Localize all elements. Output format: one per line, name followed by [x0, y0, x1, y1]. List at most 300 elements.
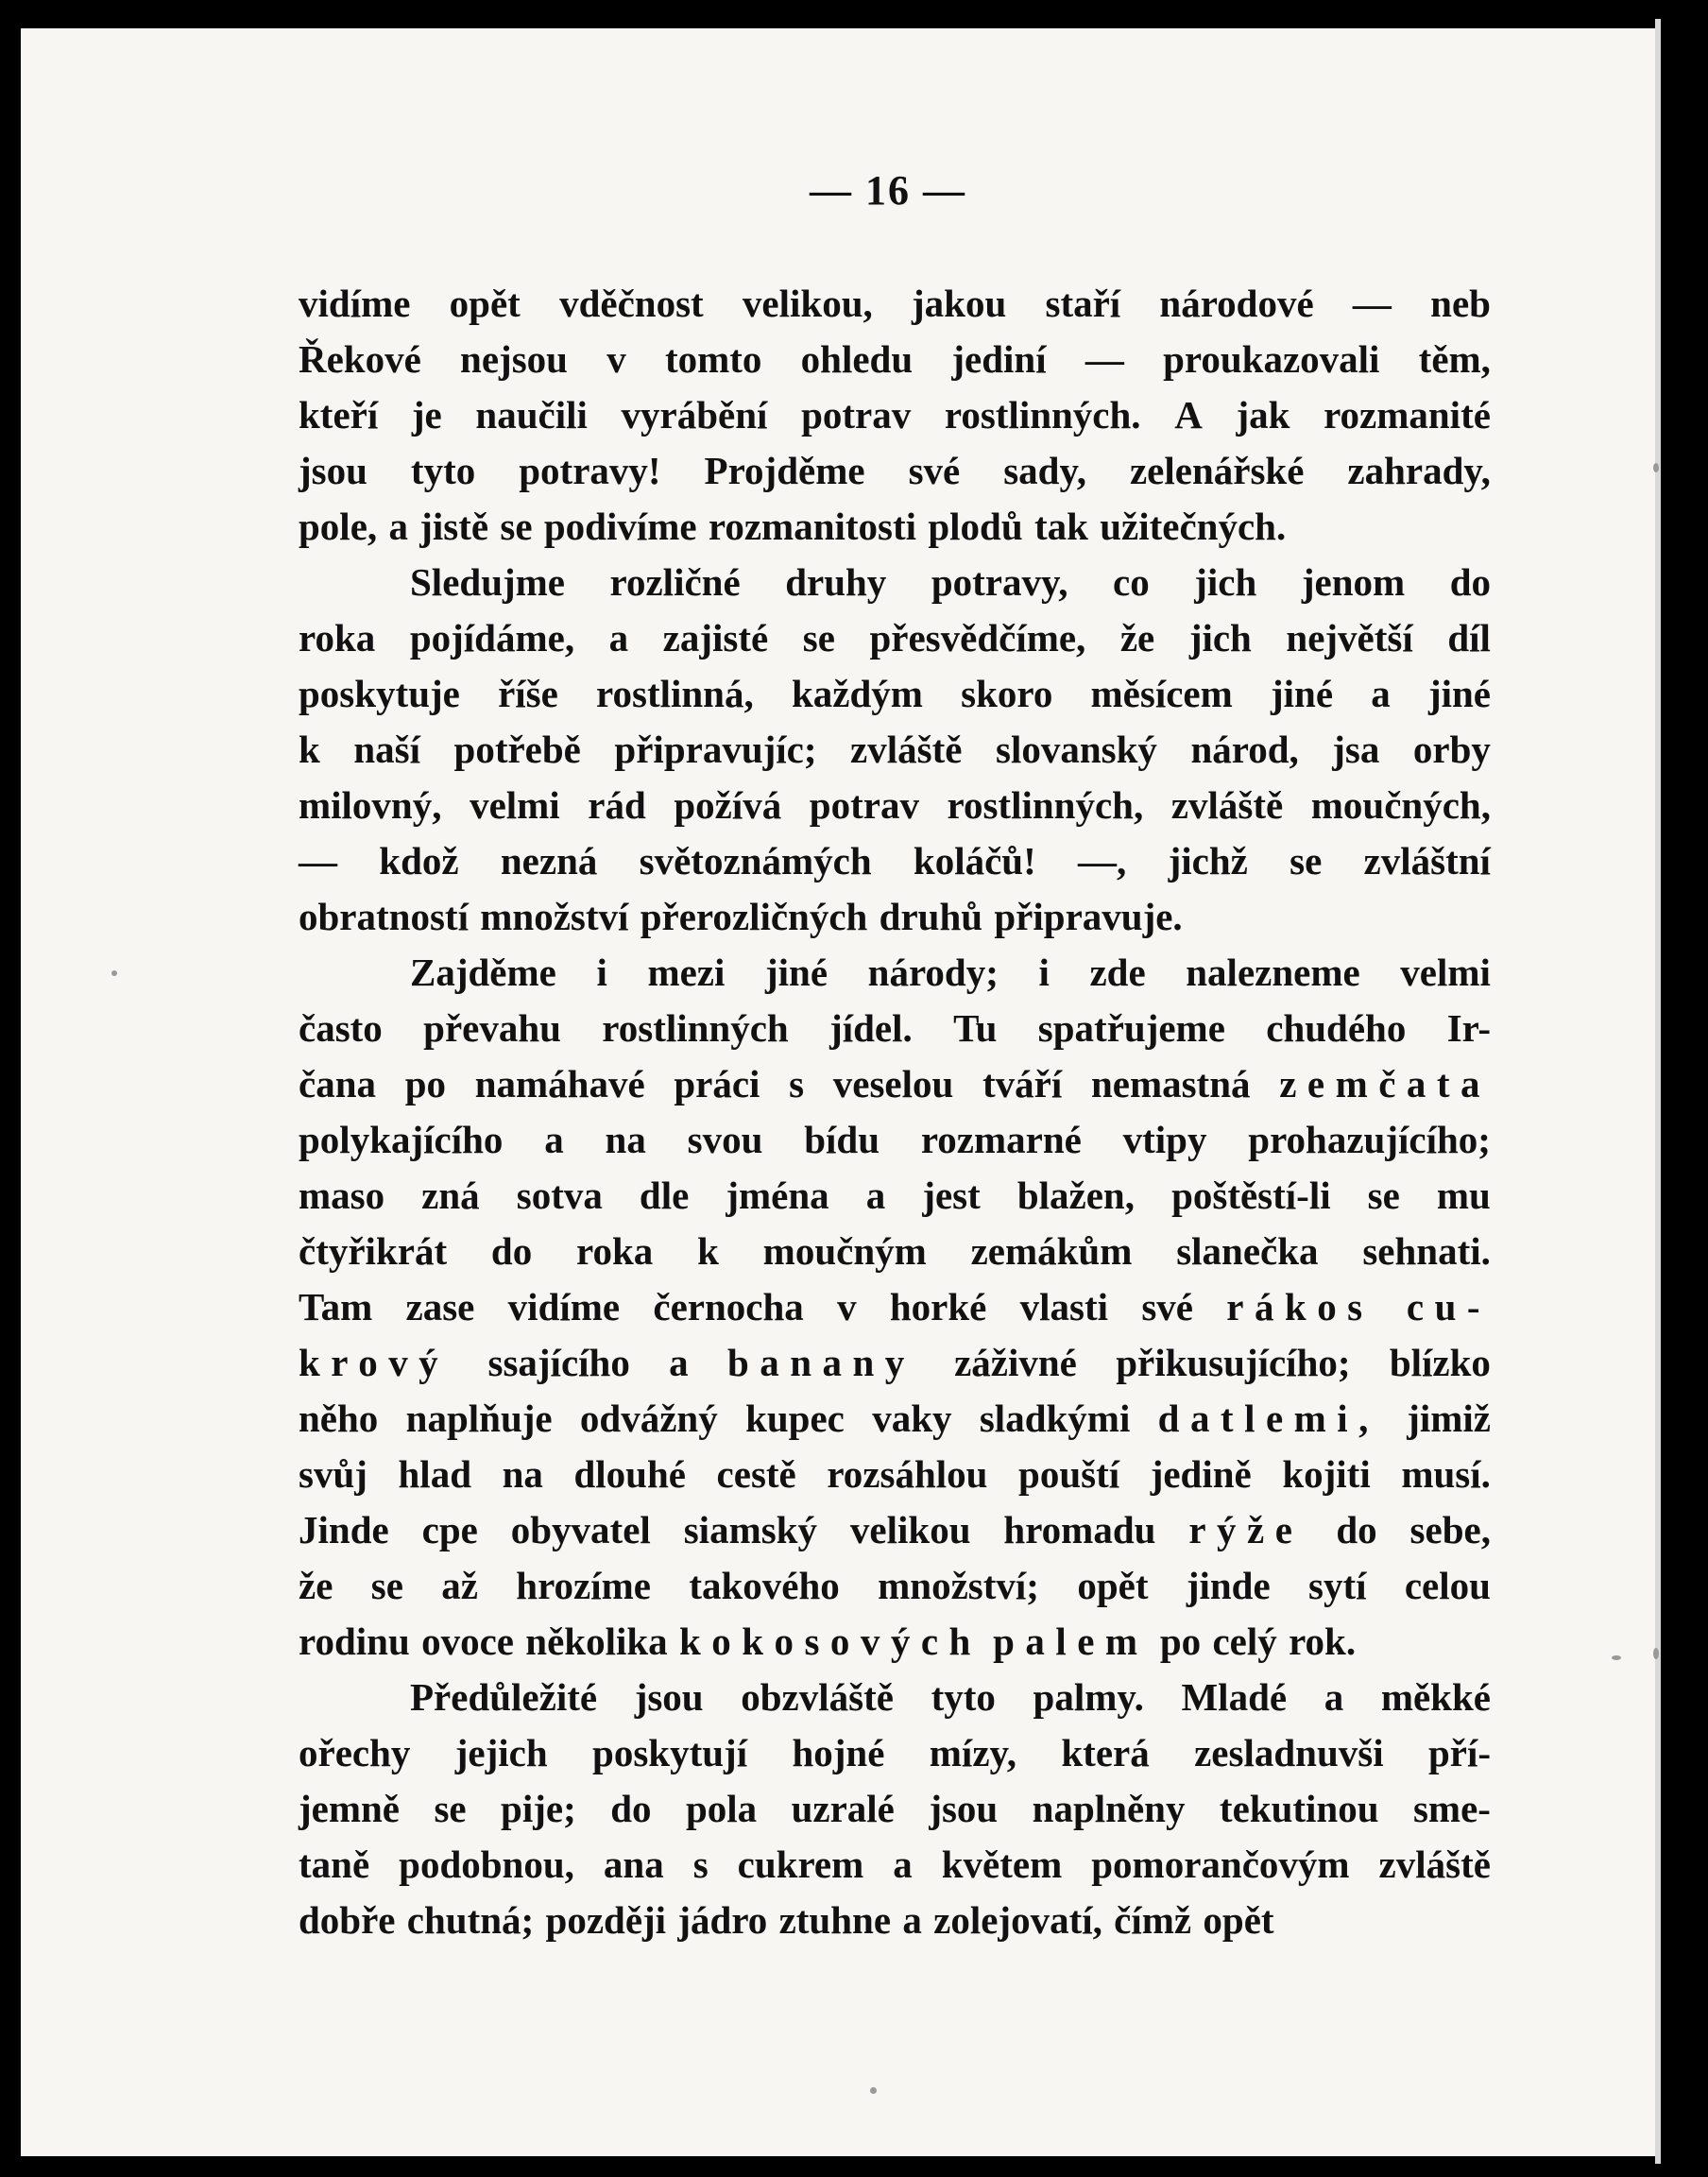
text-line [299, 1670, 1491, 1725]
word: nejsou [460, 337, 568, 381]
word: velmi [1400, 951, 1491, 994]
word: jiné [1270, 672, 1334, 715]
word: těm, [1418, 337, 1491, 381]
speck-mark [1653, 463, 1659, 472]
word: Zajděme [410, 951, 556, 994]
word: mezi [647, 951, 726, 994]
word: uzralé [791, 1787, 895, 1830]
word: — [299, 839, 337, 883]
word: druhů [879, 895, 983, 938]
word: mu [1436, 1174, 1491, 1217]
word: černocha [653, 1285, 804, 1328]
word: datlemi, [1157, 1397, 1379, 1440]
word: velikou, [742, 282, 873, 325]
word: i [596, 951, 607, 994]
word: opět [449, 282, 521, 325]
word: zemákům [970, 1229, 1133, 1273]
text-line [299, 1558, 1491, 1614]
word: vidíme [299, 282, 411, 325]
word: ovoce [421, 1620, 514, 1663]
text-line [299, 833, 1491, 889]
word: svůj [299, 1452, 367, 1496]
word: každým [791, 672, 923, 715]
word: celý [1212, 1620, 1277, 1663]
word: v [606, 337, 626, 381]
word: podobnou, [399, 1843, 574, 1886]
word: do [1449, 560, 1491, 604]
word: s [789, 1062, 805, 1106]
word: druhy [785, 560, 887, 604]
word: pola [685, 1787, 758, 1830]
word: své [908, 449, 961, 492]
word: něho [299, 1397, 379, 1440]
text-line [299, 499, 1491, 555]
word: se [434, 1787, 467, 1830]
word: veselou [832, 1062, 954, 1106]
text-line [299, 1001, 1491, 1056]
word: jsou [634, 1675, 704, 1719]
word: potřebě [453, 728, 581, 771]
word: Tam [299, 1285, 373, 1328]
word: palmy. [1033, 1675, 1144, 1719]
word: pojídáme, [409, 616, 575, 660]
word: rozmanité [1324, 393, 1491, 437]
word: nalezneme [1186, 951, 1360, 994]
word: bídu [804, 1118, 880, 1161]
word: národ, [1190, 728, 1299, 771]
word: se [1290, 839, 1323, 883]
word: polykajícího [299, 1118, 504, 1161]
word: mízy, [929, 1731, 1017, 1774]
word: a [608, 616, 629, 660]
word: rok. [1289, 1620, 1357, 1663]
word: jich [1188, 616, 1252, 660]
word: —, [1078, 839, 1127, 883]
word: naplněny [1032, 1787, 1186, 1830]
word: cestě [716, 1452, 796, 1496]
word: naší [353, 728, 420, 771]
word: a [865, 1174, 886, 1217]
word: do [1336, 1508, 1377, 1551]
word: vaky [872, 1397, 952, 1440]
word: že [1119, 616, 1155, 660]
word: jsa [1332, 728, 1380, 771]
word: jimiž [1407, 1397, 1491, 1440]
word: množství [480, 895, 629, 938]
word: nemastná [1090, 1062, 1251, 1106]
word: zesladnuvši [1194, 1731, 1384, 1774]
word: co [1113, 560, 1150, 604]
word: Mladé [1181, 1675, 1288, 1719]
word: Předůležité [410, 1675, 598, 1719]
text-line [299, 778, 1491, 833]
word: hlad [398, 1452, 471, 1496]
word: rozsáhlou [827, 1452, 988, 1496]
word: zde [1089, 951, 1146, 994]
word: a [1371, 672, 1391, 715]
word: maso [299, 1174, 385, 1217]
word: rostlinných [602, 1006, 789, 1050]
word: vtipy [1122, 1118, 1207, 1161]
word: čana [299, 1062, 376, 1106]
word: obratností [299, 895, 469, 938]
word: své [1141, 1285, 1193, 1328]
text-line [299, 276, 1491, 332]
text-line [299, 1893, 1491, 1948]
text-line [299, 722, 1491, 778]
word: kokosových [678, 1620, 982, 1663]
word: rozmanitosti [708, 505, 917, 548]
word: ana [603, 1843, 664, 1886]
text-line [299, 1447, 1491, 1502]
word: užitečných. [1100, 505, 1287, 548]
word: vlasti [1019, 1285, 1109, 1328]
word: zahrady, [1347, 449, 1491, 492]
word: pouští [1018, 1452, 1120, 1496]
word: po [404, 1062, 446, 1106]
word: se [370, 1564, 403, 1607]
word: milovný, [299, 783, 442, 827]
word: k [299, 728, 320, 771]
word: světoznámých [639, 839, 872, 883]
page-number: — 16 — [810, 167, 966, 214]
word: moučných, [1310, 783, 1491, 827]
word: poštěstí-li [1171, 1174, 1331, 1217]
text-line [299, 1837, 1491, 1893]
word: musí. [1401, 1452, 1491, 1496]
word: siamský [683, 1508, 817, 1551]
word: obzvláště [741, 1675, 894, 1719]
text-line [299, 555, 1491, 610]
word: zvláště [1170, 783, 1284, 827]
text-line [299, 1224, 1491, 1279]
text-line [299, 1112, 1491, 1168]
word: a [669, 1341, 689, 1384]
word: Jinde [299, 1508, 389, 1551]
text-line [299, 1279, 1491, 1335]
word: tak [1033, 505, 1088, 548]
word: zná [421, 1174, 480, 1217]
word: a [893, 1843, 913, 1886]
word: zajisté [662, 616, 769, 660]
word: — [1352, 282, 1392, 325]
word: kdož [379, 839, 459, 883]
word: spatřujeme [1037, 1006, 1225, 1050]
text-line [299, 889, 1491, 945]
text-line [299, 1056, 1491, 1112]
word: svou [687, 1118, 763, 1161]
word: tyto [410, 449, 476, 492]
word: a [388, 505, 408, 548]
word: sehnati. [1362, 1229, 1491, 1273]
word: dobře [299, 1898, 396, 1942]
word: zase [405, 1285, 475, 1328]
speck-mark [111, 970, 117, 976]
word: tváří [982, 1062, 1063, 1106]
word: dlouhé [573, 1452, 686, 1496]
word: pole, [299, 505, 378, 548]
word: chudého [1266, 1006, 1407, 1050]
text-line [299, 387, 1491, 443]
word: A [1174, 393, 1203, 437]
word: sladkými [979, 1397, 1131, 1440]
word: naučili [475, 393, 588, 437]
word: jedině [1150, 1452, 1252, 1496]
word: měkké [1380, 1675, 1491, 1719]
word: jediní [951, 337, 1047, 381]
word: hromadu [1003, 1508, 1156, 1551]
word: rozmarné [920, 1118, 1082, 1161]
word: prohazujícího; [1248, 1118, 1491, 1161]
word: zvláštní [1363, 839, 1491, 883]
word: a [544, 1118, 564, 1161]
word: rýže [1188, 1508, 1304, 1551]
word: jich [1194, 560, 1257, 604]
word: slovanský [995, 728, 1157, 771]
word: podivíme [543, 505, 697, 548]
word: na [605, 1118, 646, 1161]
word: kupec [745, 1397, 845, 1440]
word: často [299, 1006, 383, 1050]
word: tekutinou [1219, 1787, 1379, 1830]
word: později [545, 1898, 667, 1942]
word: záživné [954, 1341, 1077, 1384]
word: potravy, [931, 560, 1068, 604]
word: jiné [1427, 672, 1491, 715]
word: tomto [664, 337, 762, 381]
word: nezná [500, 839, 598, 883]
word: plodů [928, 505, 1023, 548]
word: jiné [765, 951, 828, 994]
word: namáhavé [474, 1062, 645, 1106]
word: pří- [1427, 1731, 1491, 1774]
word: měsícem [1090, 672, 1233, 715]
word: sme- [1412, 1787, 1491, 1830]
word: opět [1203, 1898, 1274, 1942]
word: i [1038, 951, 1050, 994]
text-line [299, 1614, 1491, 1670]
word: na [502, 1452, 543, 1496]
word: roka [576, 1229, 654, 1273]
word: zolejovatí, [933, 1898, 1102, 1942]
word: ohledu [800, 337, 914, 381]
word: celou [1404, 1564, 1491, 1607]
word: jemně [299, 1787, 401, 1830]
word: — [1085, 337, 1124, 381]
word: přikusujícího; [1116, 1341, 1351, 1384]
word: jenom [1301, 560, 1406, 604]
word: ořechy [299, 1731, 411, 1774]
word: rákos [1226, 1285, 1374, 1328]
word: hrozíme [516, 1564, 651, 1607]
word: Řekové [299, 337, 421, 381]
word: rostlinná, [596, 672, 754, 715]
word: jména [726, 1174, 829, 1217]
word: horké [889, 1285, 987, 1328]
text-line [299, 1502, 1491, 1558]
word: rodinu [299, 1620, 410, 1663]
word: roka [299, 616, 376, 660]
word: po [1159, 1620, 1202, 1663]
word: a [1324, 1675, 1344, 1719]
word: palem [993, 1620, 1149, 1663]
text-line [299, 1335, 1491, 1391]
word: rozličné [609, 560, 741, 604]
word: sotva [516, 1174, 603, 1217]
word: poskytuje [299, 672, 460, 715]
word: jídel. [829, 1006, 913, 1050]
word: ztuhne [778, 1898, 892, 1942]
text-line [299, 666, 1491, 722]
word: taně [299, 1843, 370, 1886]
word: pije; [501, 1787, 576, 1830]
word: práci [674, 1062, 760, 1106]
word: množství; [878, 1564, 1039, 1607]
word: převahu [423, 1006, 561, 1050]
word: zemčata [1279, 1062, 1491, 1106]
word: zelenářské [1129, 449, 1305, 492]
body-text [299, 276, 1491, 1948]
word: která [1061, 1731, 1150, 1774]
word: cukrem [737, 1843, 864, 1886]
word: se [500, 505, 533, 548]
word: zvláště [850, 728, 963, 771]
word: jinde [1186, 1564, 1271, 1607]
word: obyvatel [510, 1508, 651, 1551]
word: je [411, 393, 442, 437]
word: připravujíc; [614, 728, 817, 771]
word: dle [639, 1174, 690, 1217]
word: orby [1412, 728, 1491, 771]
word: v [837, 1285, 857, 1328]
word: požívá [674, 783, 782, 827]
word: pomorančovým [1091, 1843, 1350, 1886]
word: vděčnost [559, 282, 704, 325]
word: vyrábění [621, 393, 768, 437]
text-line [299, 332, 1491, 387]
word: cpe [421, 1508, 478, 1551]
word: s [692, 1843, 709, 1886]
word: Ir- [1446, 1006, 1491, 1050]
word: že [299, 1564, 333, 1607]
word: několika [525, 1620, 668, 1663]
word: hojné [792, 1731, 885, 1774]
word: čtyřikrát [299, 1229, 448, 1273]
word: poskytují [592, 1731, 748, 1774]
word: květem [941, 1843, 1063, 1886]
word: kteří [299, 393, 379, 437]
text-line [299, 1391, 1491, 1447]
word: naplňuje [405, 1397, 553, 1440]
word: říše [498, 672, 558, 715]
word: zvláště [1378, 1843, 1491, 1886]
speck-mark [1653, 1648, 1659, 1659]
word: rostlinných. [944, 393, 1141, 437]
word: neb [1430, 282, 1491, 325]
word: proukazovali [1163, 337, 1380, 381]
word: jejich [454, 1731, 548, 1774]
word: sady, [1003, 449, 1086, 492]
text-line [299, 945, 1491, 1001]
word: velmi [470, 783, 560, 827]
word: sytí [1308, 1564, 1367, 1607]
word: jistě [419, 505, 489, 548]
word: národy; [867, 951, 999, 994]
word: slanečka [1176, 1229, 1319, 1273]
word: chutná; [406, 1898, 535, 1942]
word: tyto [931, 1675, 996, 1719]
word: odvážný [579, 1397, 718, 1440]
word: moučným [762, 1229, 927, 1273]
word: blízko [1389, 1341, 1491, 1384]
word: skoro [961, 672, 1053, 715]
text-line [299, 443, 1491, 499]
word: rostlinných, [947, 783, 1144, 827]
word: velikou [849, 1508, 971, 1551]
page-edge-line [1655, 19, 1661, 2164]
speck-mark [870, 2087, 877, 2094]
word: opět [1077, 1564, 1149, 1607]
word: jádro [677, 1898, 768, 1942]
word: do [490, 1229, 533, 1273]
word: potravy! [519, 449, 661, 492]
word: jichž [1168, 839, 1248, 883]
word: cu- [1406, 1285, 1491, 1328]
word: blažen, [1016, 1174, 1135, 1217]
word: sebe, [1409, 1508, 1491, 1551]
word: potrav [809, 783, 919, 827]
scan-border-right [1655, 0, 1708, 2177]
word: se [802, 616, 835, 660]
word: díl [1447, 616, 1491, 660]
word: staří [1045, 282, 1121, 325]
word: kojiti [1282, 1452, 1371, 1496]
word: krový [299, 1341, 450, 1384]
text-line [299, 1725, 1491, 1781]
word: takového [689, 1564, 840, 1607]
word: až [441, 1564, 478, 1607]
word: Tu [953, 1006, 998, 1050]
word: se [1367, 1174, 1400, 1217]
word: jak [1236, 393, 1290, 437]
word: rád [588, 783, 646, 827]
word: jsou [299, 449, 367, 492]
word: k [697, 1229, 719, 1273]
text-line [299, 1168, 1491, 1224]
word: a [902, 1898, 922, 1942]
word: do [610, 1787, 652, 1830]
word: připravuje. [994, 895, 1183, 938]
word: největší [1286, 616, 1413, 660]
word: koláčů! [913, 839, 1036, 883]
speck-mark [1612, 1655, 1621, 1660]
word: přerozličných [640, 895, 868, 938]
word: přesvědčíme, [869, 616, 1086, 660]
word: vidíme [507, 1285, 621, 1328]
word: Projděme [704, 449, 865, 492]
word: národové [1159, 282, 1314, 325]
word: banany [726, 1341, 915, 1384]
text-line [299, 610, 1491, 666]
word: potrav [801, 393, 912, 437]
word: čímž [1114, 1898, 1192, 1942]
word: jest [922, 1174, 981, 1217]
text-line [299, 1781, 1491, 1837]
word: ssajícího [487, 1341, 630, 1384]
word: Sledujme [410, 560, 565, 604]
word: jsou [929, 1787, 999, 1830]
word: jakou [911, 282, 1007, 325]
